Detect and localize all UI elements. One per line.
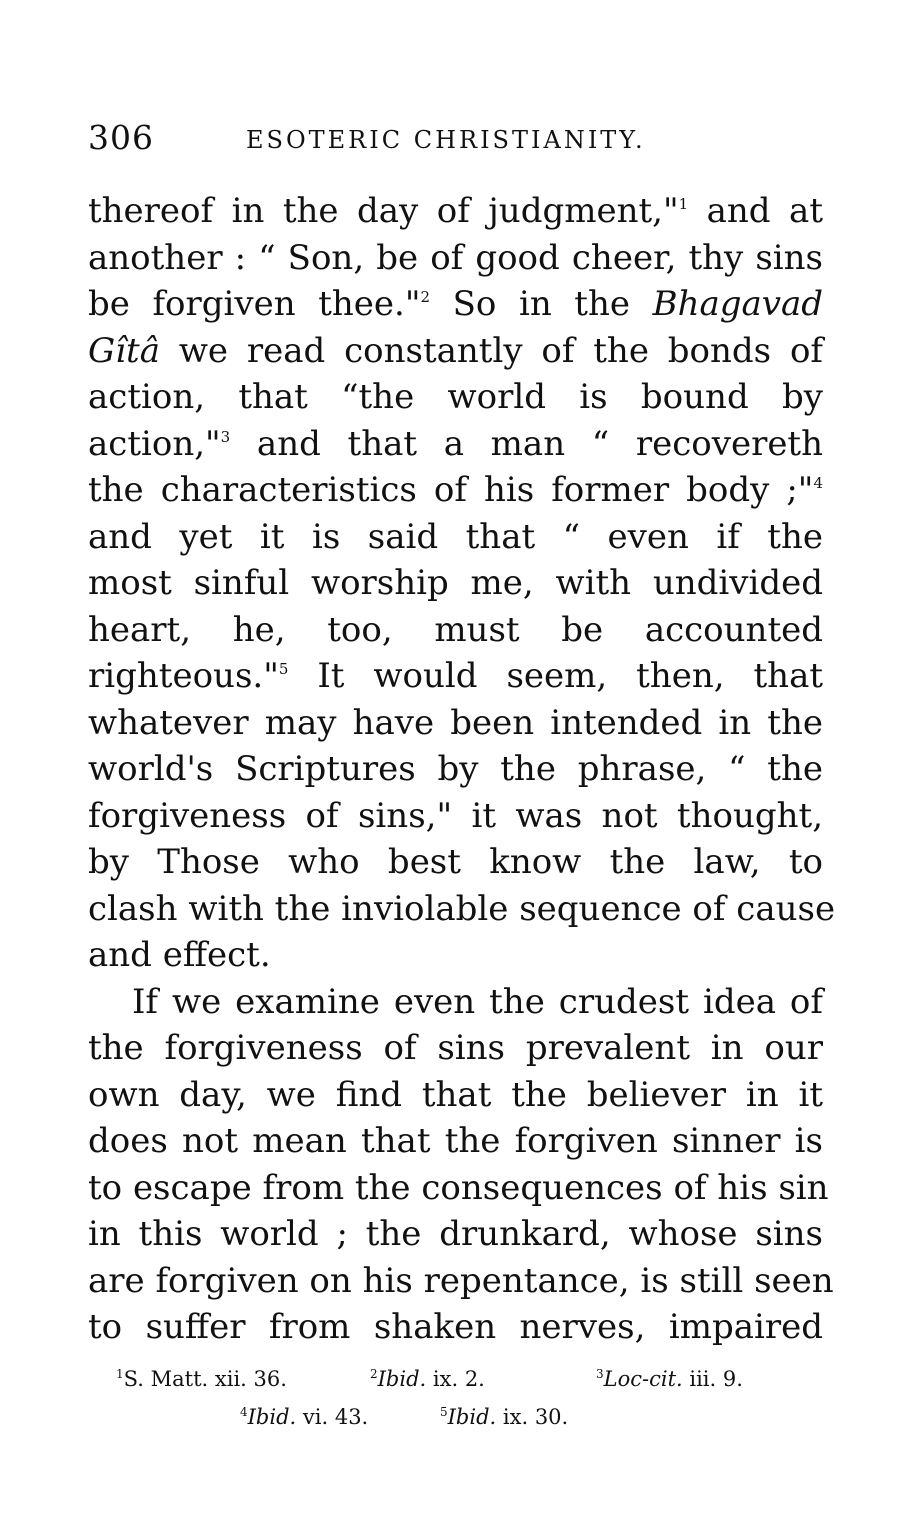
text-line: the forgiveness of sins prevalent in our (88, 1028, 823, 1068)
italic-title: Gîtâ (88, 330, 160, 371)
text-line: another : “ Son, be of good cheer, thy sins (88, 237, 823, 278)
footnote: $^5$Ibid. ix. 30. (440, 1405, 569, 1429)
text-line: own day, we find that the believer in it (88, 1074, 823, 1115)
footnote-ref: 3 (220, 427, 231, 446)
text-line: If we examine even the crudest idea of (132, 981, 823, 1022)
text-line: action, that “the world is bound by (88, 377, 823, 417)
footnote-ref: 2 (420, 288, 431, 306)
running-title: ESOTERIC CHRISTIANITY. (246, 126, 646, 154)
text-line: most sinful worship me, with undivided (88, 563, 823, 603)
text-line: Gîtâ we read constantly of the bonds of (88, 330, 824, 371)
page-number: 306 (88, 118, 154, 157)
text-line: be forgiven thee."$^2$ So in the Bhagavad (88, 284, 824, 324)
text-line: world's Scriptures by the phrase, “ the (88, 749, 823, 789)
text-line: righteous."$^5$ It would seem, then, that (88, 656, 823, 696)
footnote-ref: 5 (278, 660, 289, 678)
footnote-ref: 4 (813, 474, 823, 492)
footnote: $^2$Ibid. ix. 2. (370, 1367, 485, 1391)
text-line: does not mean that the forgiven sinner is (88, 1121, 823, 1161)
text-line: heart, he, too, must be accounted (88, 609, 823, 650)
text-line: to escape from the consequences of his sin (88, 1167, 829, 1208)
text-line: forgiveness of sins," it was not thought, (88, 795, 823, 836)
text-line: and effect. (88, 935, 271, 975)
text-line: by Those who best know the law, to (88, 842, 823, 882)
footnote: $^1$S. Matt. xii. 36. (116, 1367, 287, 1391)
footnote: $^4$Ibid. vi. 43. (240, 1405, 369, 1429)
text-line: thereof in the day of judgment,"$^1$ and at (88, 191, 823, 231)
text-line: clash with the inviolable sequence of cause (88, 888, 836, 929)
text-line: to suffer from shaken nerves, impaired (88, 1307, 823, 1347)
footnote-ref: 1 (678, 195, 689, 213)
text-line: are forgiven on his repentance, is still seen (88, 1260, 834, 1301)
running-header (88, 118, 828, 162)
text-line: whatever may have been intended in the (88, 702, 823, 743)
text-line: action,"$^3$ and that a man “ recovereth (88, 423, 823, 464)
text-line: in this world ; the drunkard, whose sins (88, 1214, 823, 1254)
footnote: $^3$Loc-cit. iii. 9. (596, 1367, 743, 1391)
text-line: and yet it is said that “ even if the (88, 516, 823, 557)
italic-title: Bhagavad (652, 284, 824, 324)
body-text (88, 188, 836, 1351)
text-line: the characteristics of his former body ;"$^4$ (88, 470, 823, 510)
